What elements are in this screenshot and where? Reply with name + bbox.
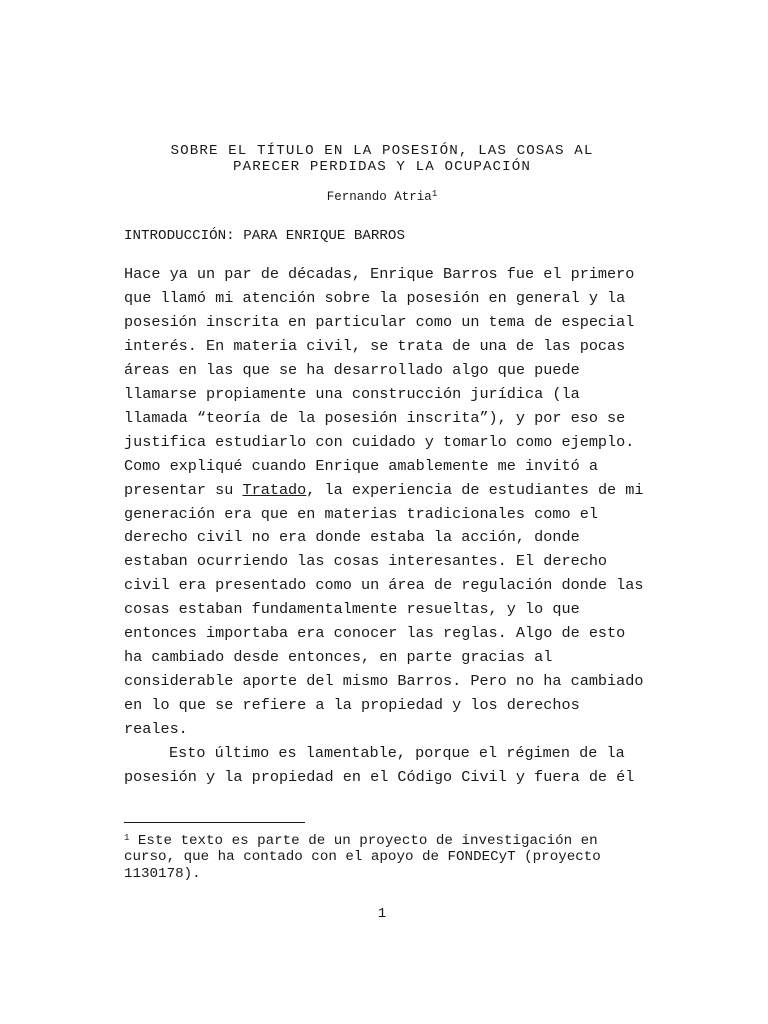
title-line-2: PARECER PERDIDAS Y LA OCUPACIÓN (232, 159, 532, 175)
footnote-line-3: 1130178). (124, 865, 201, 882)
page-number: 1 (377, 906, 387, 922)
body-line: considerable aporte del mismo Barros. Pero no ha cambiado (124, 672, 644, 691)
body-line: justifica estudiarlo con cuidado y tomarlo como ejemplo. (124, 432, 635, 451)
footnote-line-1 (124, 830, 644, 849)
body-line-tratado (124, 479, 644, 503)
document-title (124, 143, 640, 175)
footnote (124, 830, 644, 882)
body-line-indented: Esto último es lamentable, porque el régimen de la (169, 744, 625, 763)
footnote-text: Este texto es parte de un proyecto de investigación en (129, 833, 598, 849)
section-heading: INTRODUCCIÓN: PARA ENRIQUE BARROS (124, 228, 405, 244)
body-line: interés. En materia civil, se trata de una de las pocas (124, 336, 626, 355)
author-name: Fernando Atria (326, 190, 432, 204)
body-line: cosas estaban fundamentalmente resueltas, y lo que (124, 600, 580, 619)
body-line: en lo que se refiere a la propiedad y los derechos (124, 696, 580, 715)
body-line: derecho civil no era donde estaba la acción, donde (124, 528, 580, 547)
title-line-1: SOBRE EL TÍTULO EN LA POSESIÓN, LAS COSAS AL (170, 143, 594, 159)
author-line (124, 186, 640, 205)
body-line: Hace ya un par de décadas, Enrique Barros fue el primero (124, 265, 635, 283)
body-line: reales. (124, 720, 188, 739)
author-footnote-marker: 1 (431, 189, 438, 199)
body-line: ha cambiado desde entonces, en parte gracias al (124, 648, 553, 667)
footnote-marker: 1 (124, 833, 130, 843)
tratado-before: presentar su (124, 480, 243, 499)
body-line: Como expliqué cuando Enrique amablemente me invitó a (124, 456, 598, 475)
body-line: que llamó mi atención sobre la posesión en general y la (124, 288, 626, 307)
tratado-title: Tratado (242, 480, 307, 499)
body-line: estaban ocurriendo las cosas interesantes. El derecho (124, 552, 608, 571)
body-line: llamarse propiamente una construcción jurídica (la (124, 384, 580, 403)
body-line: posesión inscrita en particular como un tema de especial (124, 312, 635, 331)
body-line: áreas en las que se ha desarrollado algo que puede (124, 360, 580, 379)
body-line: entonces importaba era conocer las reglas. Algo de esto (124, 624, 626, 643)
body-line: generación era que en materias tradicionales como el (124, 504, 598, 523)
tratado-after: , la experiencia de estudiantes de mi (306, 480, 644, 499)
body-line: llamada “teoría de la posesión inscrita”), y por eso se (124, 408, 626, 427)
body-paragraph (124, 263, 644, 790)
body-line: posesión y la propiedad en el Código Civil y fuera de él (124, 768, 635, 787)
footnote-separator (124, 822, 305, 823)
body-line: civil era presentado como un área de regulación donde las (124, 576, 644, 595)
footnote-line-2: curso, que ha contado con el apoyo de FONDECyT (proyecto (124, 849, 601, 866)
